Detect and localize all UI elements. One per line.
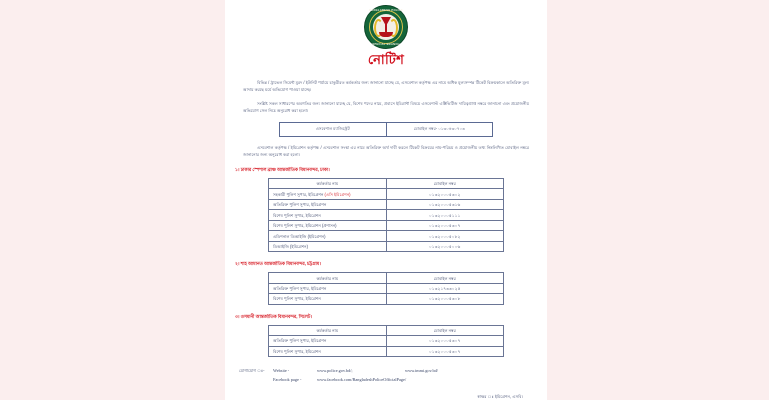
section-heading-2: ২। শাহ আমানত আন্তর্জাতিক বিমানবন্দর, চট্টগ্রাম। [235,261,321,267]
crest-lily-stem-icon [385,24,387,32]
magistrate-info-box [279,122,493,137]
officer-mobile: ০১৩২০০০৫৩০২ [386,189,504,199]
officer-name: অতিরিক্ত পুলিশ সুপার, ইমিগ্রেশন [269,283,387,293]
officer-mobile: ০১৩২০০০৫৩০৭ [386,336,504,346]
officer-name: অতিরিক্ত পুলিশ সুপার, ইমিগ্রেশন [269,199,387,209]
table-row [269,210,504,220]
footer-facebook-link[interactable]: www.facebook.com/BangladeshPoliceOfficialPage/ [317,377,407,383]
table-row [269,241,504,251]
column-header-name: কর্মকর্তার নাম [269,178,387,188]
footer-website-key: Website - [273,368,290,374]
table-row [269,231,504,241]
officer-mobile: ০১৩২০০০৫১১১ [386,210,504,220]
paragraph-3: এসবেশাল কর্তৃপক্ষ / ইমিগ্রেশন কর্তৃপক্ষ / এসবেশাল সংস্থা এর নামে অতিরিক্ত অর্থ দাবী করলে টিকেট বিক্রয়ের নাম-পরিচয় ও প্রয়োজনীয় তথ্য নিম্নলিখিত মোবাইল নম্বরে জানানোর জন্য অনুরোধ করা হলো। [243,144,529,157]
table-row [269,294,504,304]
officer-mobile: ০১৩২১৭৩৩০২৫ [386,283,504,293]
column-header-number: মোবাইল নম্বর [386,178,504,188]
crest-top-text: BANGLADESH POLICE [369,8,403,12]
notice-document [225,0,547,400]
officer-name: অতিরিক্ত পুলিশ সুপার, ইমিগ্রেশন [269,336,387,346]
officer-name: বিশেষ পুলিশ সুপার, ইমিগ্রেশন [269,346,387,356]
bangladesh-police-special-branch-crest-icon [364,5,408,49]
officer-name: ডিআইজি (ইমিগ্রেশন) [269,241,387,251]
officer-name: বিশেষ পুলিশ সুপার, ইমিগ্রেশন (প্রশাসন) [269,220,387,230]
column-header-name: কর্মকর্তার নাম [269,273,387,283]
footer-label: যোগাযোগ ঃ- [239,368,265,374]
crest-container [225,0,547,49]
officer-name: সহকারী পুলিশ সুপার, ইমিগ্রেশন (এসি ইমিগ্রেশন) [269,189,387,199]
officer-mobile: ০১৩২০০০৫০৮২ [386,231,504,241]
section-heading-1: ১। ঢাকার স্পেশাল ব্রাঞ্চ আন্তর্জাতিক বিমানবন্দর, ঢাকা। [235,166,330,172]
crest-inner-disc [373,14,399,40]
table-row [269,199,504,209]
footer-facebook-row [239,377,533,382]
table-row [269,283,504,293]
footer-website-link-immi[interactable]: www.immi.gov.bd/ [405,368,438,374]
paragraph-2: সংশ্লিষ্ট সকল সাধারণের অবগতির জন্য জানানো যাচ্ছে যে, বিশেষ পদের নামে, প্রবাসে ইমিগ্রান্ট বিষয়ে এসবেশাল্ট এক্টিভিটিজ দায়িত্বপ্রাপ্ত নম্বরে জানানো এবং প্রয়োজনীয় অভিযোগ সেল নিচে অনুরোধ করা হলো। [243,101,529,114]
officer-name: এডিশনাল ডিআইজি (ইমিগ্রেশন) [269,231,387,241]
officer-mobile: ০১৩২০০০৫৩০৮ [386,294,504,304]
officer-name: বিশেষ পুলিশ সুপার, ইমিগ্রেশন [269,294,387,304]
officer-mobile: ০১৩২০০০৫৩১৬ [386,199,504,209]
officer-mobile: ০১৩২০০০৫০০৬ [386,241,504,251]
footer-website-row [239,368,533,375]
officer-mobile: ০১৩২০০০৫৩০৭ [386,220,504,230]
crest-bottom-text: SPECIAL BRANCH [372,42,400,46]
table-row [269,346,504,356]
officer-name: বিশেষ পুলিশ সুপার, ইমিগ্রেশন [269,210,387,220]
footer-contact [225,368,547,382]
table-row [269,336,504,346]
table-header-row [269,273,504,283]
notice-body [225,79,547,158]
footer-facebook-key: Facebook page - [273,377,302,383]
page-title: নোটিশ [367,52,405,67]
table-row [269,220,504,230]
signature-line: স্বাক্ষর ঃ ইমিগ্রেশন, এসবি। [477,394,523,400]
column-header-name: কর্মকর্তার নাম [269,325,387,335]
footer-website-link-police[interactable]: www.police.gov.bd/; [317,368,353,374]
table-header-row [269,325,504,335]
officer-mobile: ০১৩২০০০৫৩০৭ [386,346,504,356]
section-heading-3: ৩। ওসমানী আন্তর্জাতিক বিমানবন্দর, সিলেট। [235,313,312,319]
table-row [269,189,504,199]
contact-table-chittagong [268,272,504,304]
table-header-row [269,178,504,188]
column-header-number: মোবাইল নম্বর [386,273,504,283]
contact-table-sylhet [268,325,504,357]
paragraph-1: বিভিন্ন / ট্রাভেল সিমেন্ট মুরদ / ইউনিট পর্যায়ে চাকুরীরত কর্মকর্তার জন্য জানানো যাচ্ছে যে, এসবেশাল কর্তৃপক্ষ এর নামে অধিক মূল্যসম্পন্ন টিকেট বিক্রয়কালে অতিরিক্ত মূল্য আদায় করছে মর্মে অভিযোগ পাওয়া যাচ্ছে। [243,80,529,93]
magistrate-mobile-number: মোবাইল নম্বর- ০১৩০৪৩০৭০৩ [413,125,465,131]
column-header-number: মোবাইল নম্বর [386,325,504,335]
contact-table-dhaka [268,178,504,252]
magistrate-label: এসবেশাল ম্যাজিস্ট্রেট [280,123,387,136]
